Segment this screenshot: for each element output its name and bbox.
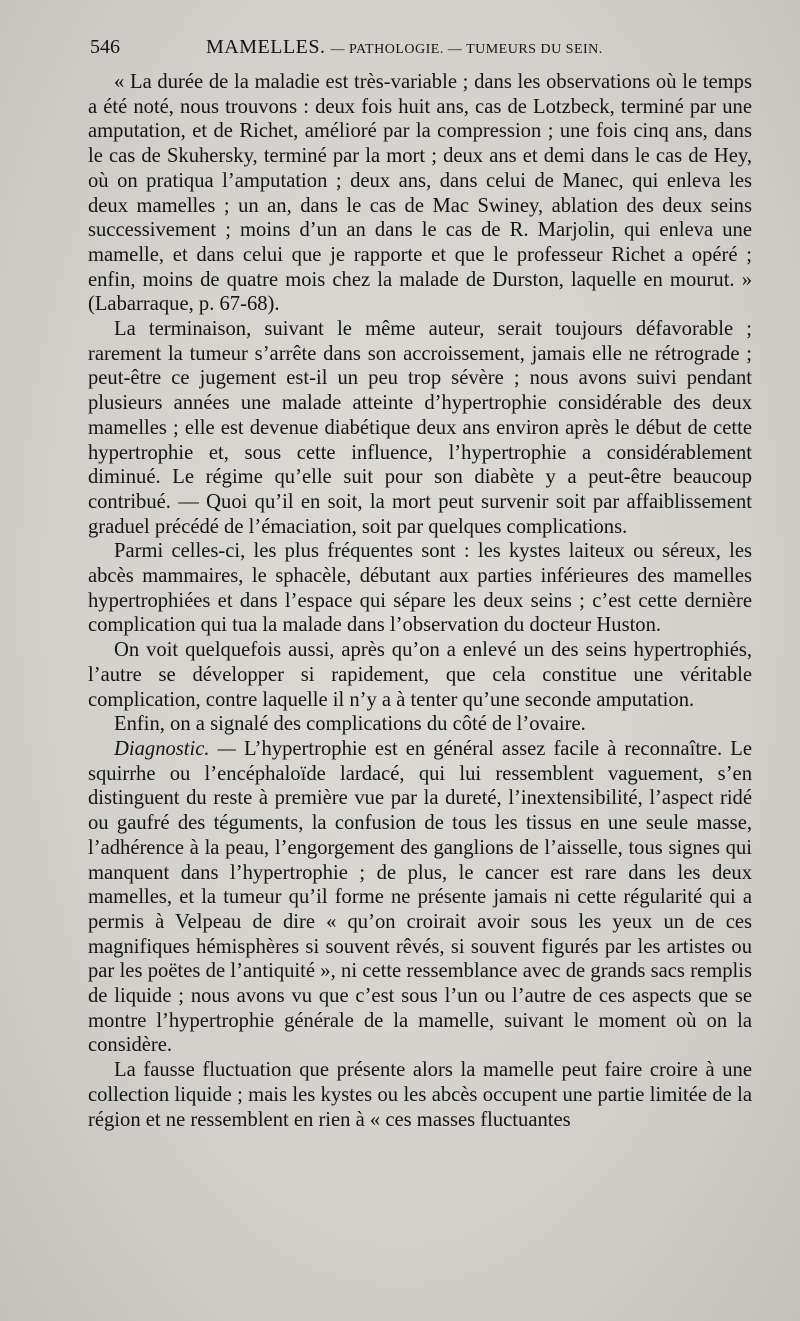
page-number: 546 xyxy=(90,36,120,58)
page-body xyxy=(88,70,752,1132)
paragraph: « La durée de la maladie est très-variable ; dans les observations où le temps a été noté, nous trouvons : deux fois huit ans, cas de Lotzbeck, terminé par une amputation, et de Richet, amélioré par la compression ; une fois cinq ans, dans le cas de Skuhersky, terminé par la mort ; deux ans et demi dans le cas de Hey, où on pratiqua l’amputation ; deux ans, dans celui de Manec, qui enleva les deux mamelles ; un an, dans le cas de Mac Swiney, ablation des deux seins successivement ; moins d’un an dans le cas de R. Marjolin, qui enleva une mamelle, et dans celui que je rapporte et que le professeur Richet a opéré ; enfin, moins de quatre mois chez la malade de Durston, laquelle en mourut. » (Labarraque, p. 67-68). xyxy=(88,71,752,316)
paragraph: Parmi celles-ci, les plus fréquentes sont : les kystes laiteux ou séreux, les abcès mammaires, le sphacèle, débutant aux parties inférieures des mamelles hypertrophiées et dans l’espace qui sépare les deux seins ; c’est cette dernière complication qui tua la malade dans l’observation du docteur Huston. xyxy=(88,540,752,637)
paragraph: Enfin, on a signalé des complications du côté de l’ovaire. xyxy=(114,713,586,736)
header-section: — PATHOLOGIE. — TUMEURS DU SEIN. xyxy=(330,42,603,57)
paragraph-text: L’hypertrophie est en général assez facile à reconnaître. Le squirrhe ou l’encéphaloïde lardacé, qui lui ressemblent vaguement, s’en distinguent du reste à première vue par la dureté, l’inextensibilité, l’aspect ridé ou gaufré des téguments, la confusion de tous les tissus en une seule masse, l’adhérence à la peau, l’engorgement des ganglions de l’aisselle, tous signes qui manquent dans l’hypertrophie ; de plus, le cancer est rare dans les deux mamelles, et la tumeur qu’il forme ne présente jamais ni cette régularité qui a permis à Velpeau de dire « qu’on croirait avoir sous les yeux un de ces magnifiques hémisphères si souvent rêvés, si souvent figurés par les artistes ou par les poëtes de l’antiquité », ni cette ressemblance avec de grands sacs remplis de liquide ; nous avons vu que c’est sous l’un ou l’autre de ces aspects que se montre l’hypertrophie générale de la mamelle, suivant le moment où on la considère. xyxy=(88,737,752,1057)
diagnostic-heading: Diagnostic. — xyxy=(114,737,236,760)
running-header xyxy=(90,36,750,59)
header-title: MAMELLES. xyxy=(206,36,326,58)
paragraph-diagnostic xyxy=(88,737,752,1058)
paragraph: La fausse fluctuation que présente alors la mamelle peut faire croire à une collection liquide ; mais les kystes ou les abcès occupent une partie limitée de la région et ne ressemblent en rien à « ces masses fluctuantes xyxy=(88,1059,752,1131)
paragraph: La terminaison, suivant le même auteur, serait toujours défavorable ; rarement la tumeur s’arrête dans son accroissement, jamais elle ne rétrograde ; peut-être ce jugement est-il un peu trop sévère ; nous avons suivi pendant plusieurs années une malade atteinte d’hypertrophie considérable des deux mamelles ; elle est devenue diabétique deux ans environ après le début de cette hypertrophie et, sous cette influence, l’hypertrophie a considérablement diminué. Le régime qu’elle suit pour son diabète y a peut-être beaucoup contribué. — Quoi qu’il en soit, la mort peut survenir soit par affaiblissement graduel précédé de l’émaciation, soit par quelques complications. xyxy=(88,318,752,538)
paragraph: On voit quelquefois aussi, après qu’on a enlevé un des seins hypertrophiés, l’autre se développer si rapidement, que cela constitue une véritable complication, contre laquelle il n’y a à tenter qu’une seconde amputation. xyxy=(88,639,752,711)
